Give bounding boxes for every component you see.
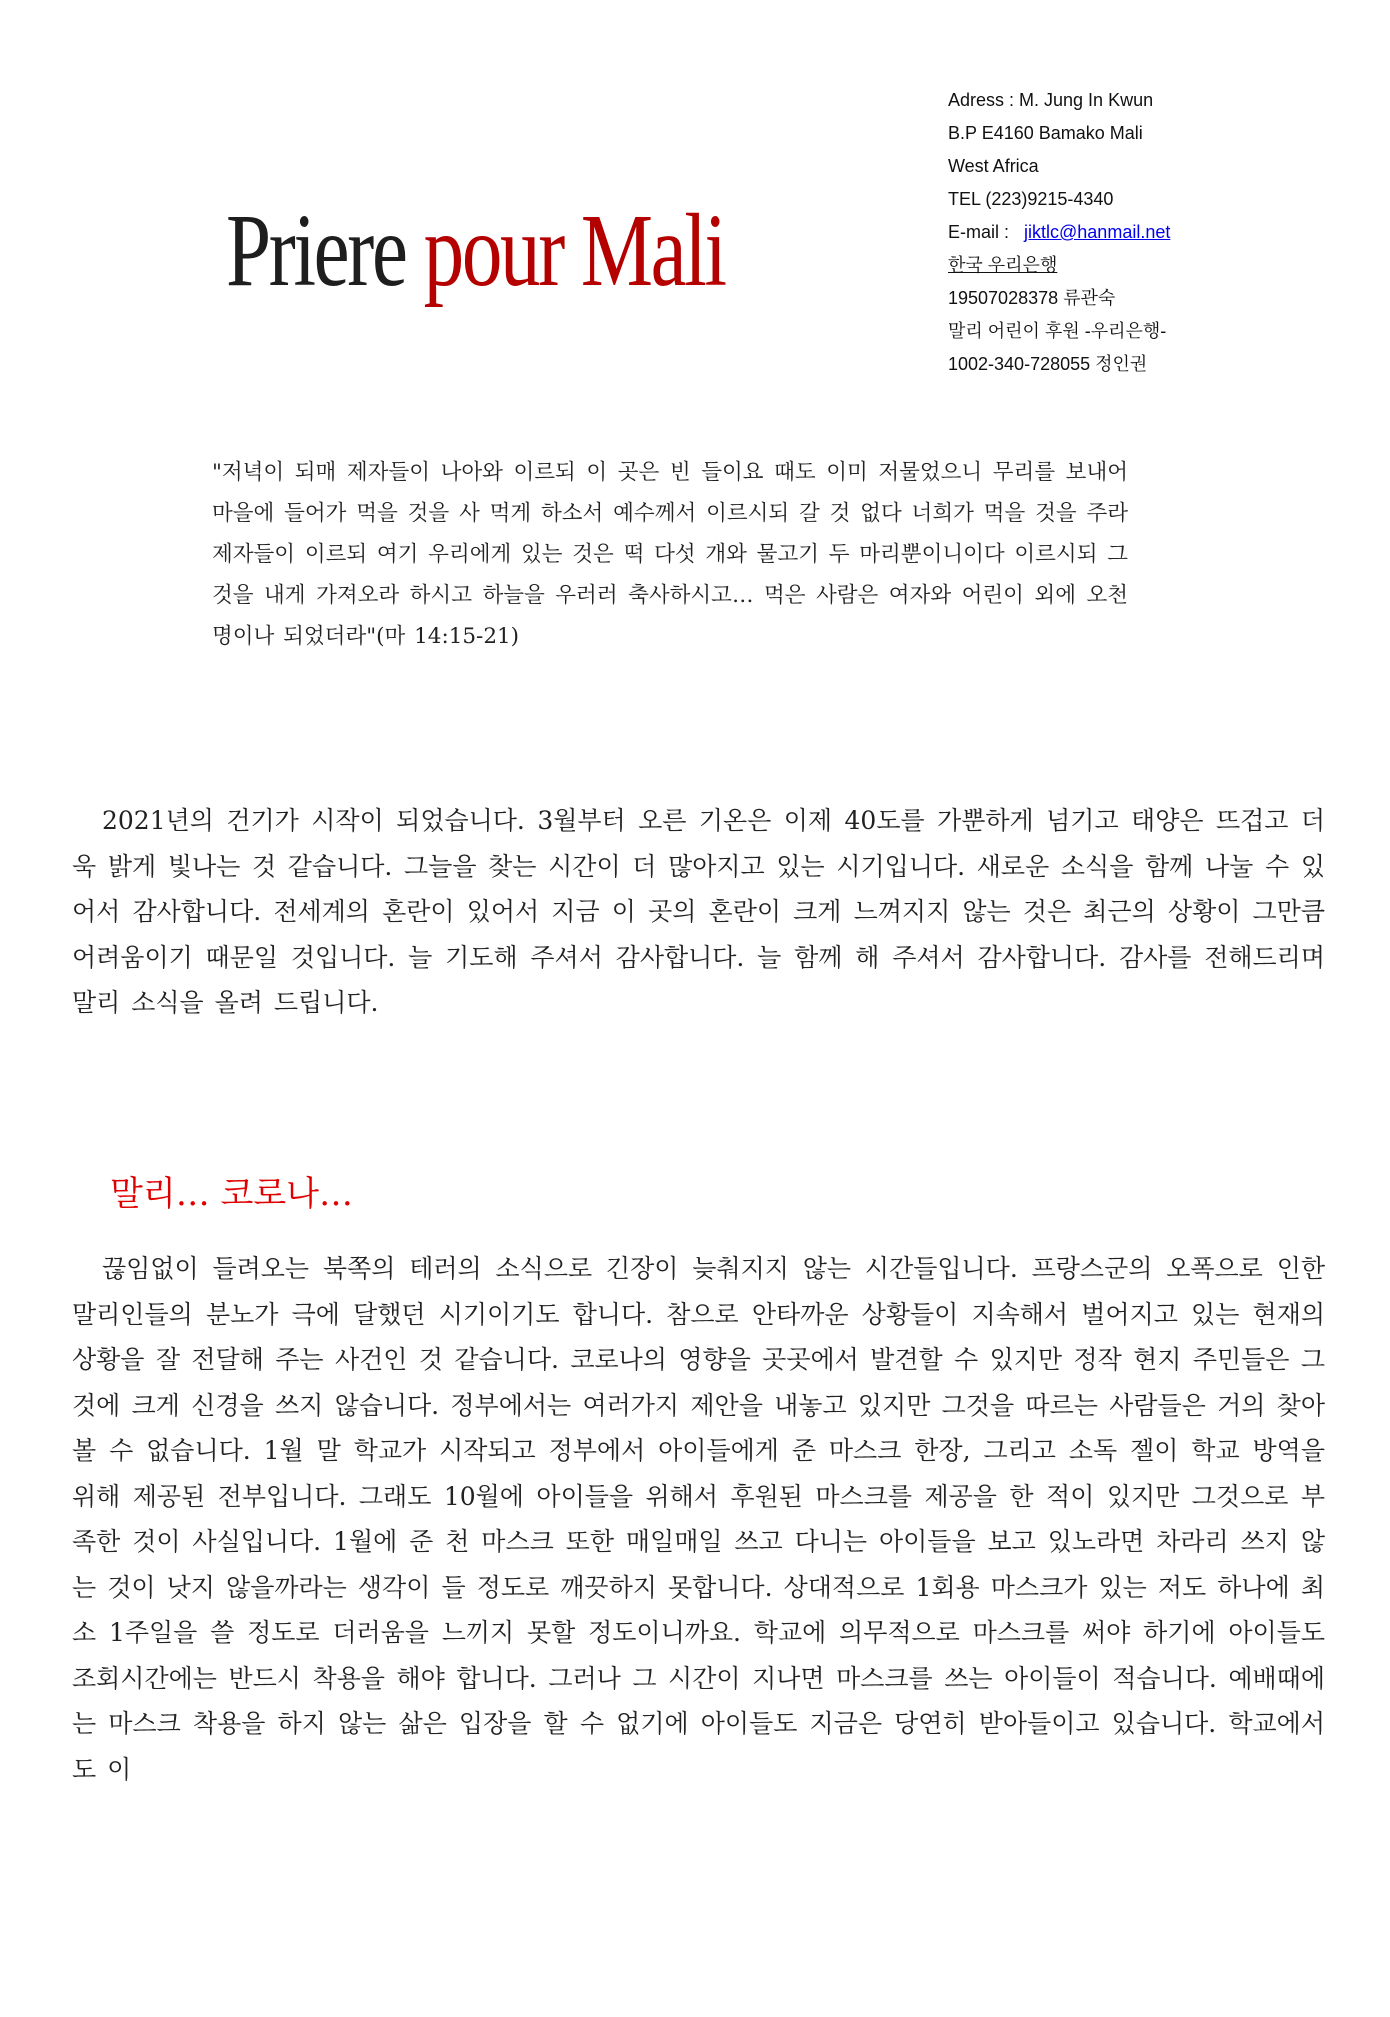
address-po-box: B.P E4160 Bamako Mali — [948, 123, 1143, 143]
bank1-name: 한국 우리은행 — [948, 255, 1058, 275]
title-pour-mali: pour Mali — [423, 193, 725, 308]
bank1-account: 19507028378 류관숙 — [948, 288, 1116, 308]
newsletter-title — [226, 193, 725, 308]
title-priere: Priere — [226, 193, 406, 308]
bank2-name: 말리 어린이 후원 -우리은행- — [948, 321, 1167, 341]
scripture-quote: "저녁이 되매 제자들이 나아와 이르되 이 곳은 빈 들이요 때도 이미 저물었으니 무리를 보내어 마을에 들어가 먹을 것을 사 먹게 하소서 예수께서 이르시되 갈 것 없다 너희가 먹을 것을 주라 제자들이 이르되 여기 우리에게 있는 것은 떡 다섯 개와 물고기 두 마리뿐이니이다 이르시되 그것을 내게 가져오라 하시고 하늘을 우러러 축사하시고… 먹은 사람은 여자와 어린이 외에 오천명이나 되었더라"(마 14:15-21) — [212, 460, 1128, 649]
corona-paragraph: 끊임없이 들려오는 북쪽의 테러의 소식으로 긴장이 늦춰지지 않는 시간들입니다. 프랑스군의 오폭으로 인한 말리인들의 분노가 극에 달했던 시기이기도 합니다. 참으로 안타까운 상황들이 지속해서 벌어지고 있는 현재의 상황을 잘 전달해 주는 사건인 것 같습니다. 코로나의 영향을 곳곳에서 발견할 수 있지만 정작 현지 주민들은 그것에 크게 신경을 쓰지 않습니다. 정부에서는 여러가지 제안을 내놓고 있지만 그것을 따르는 사람들은 거의 찾아볼 수 없습니다. 1월 말 학교가 시작되고 정부에서 아이들에게 준 마스크 한장, 그리고 소독 젤이 학교 방역을 위해 제공된 전부입니다. 그래도 10월에 아이들을 위해서 후원된 마스크를 제공을 한 적이 있지만 그것으로 부족한 것이 사실입니다. 1월에 준 천 마스크 또한 매일매일 쓰고 다니는 아이들을 보고 있노라면 차라리 쓰지 않는 것이 낫지 않을까라는 생각이 들 정도로 깨끗하지 못합니다. 상대적으로 1회용 마스크가 있는 저도 하나에 최소 1주일을 쓸 정도로 더러움을 느끼지 못할 정도이니까요. 학교에 의무적으로 마스크를 써야 하기에 아이들도 조회시간에는 반드시 착용을 해야 합니다. 그러나 그 시간이 지나면 마스크를 쓰는 아이들이 적습니다. 예배때에는 마스크 착용을 하지 않는 삶은 입장을 할 수 없기에 아이들도 지금은 당연히 받아들이고 있습니다. 학교에서도 이 — [72, 1254, 1325, 1784]
address-email-row — [948, 216, 1170, 249]
address-region: West Africa — [948, 156, 1039, 176]
intro-paragraph: 2021년의 건기가 시작이 되었습니다. 3월부터 오른 기온은 이제 40도를 가뿐하게 넘기고 태양은 뜨겁고 더욱 밝게 빛나는 것 같습니다. 그늘을 찾는 시간이 더 많아지고 있는 시기입니다. 새로운 소식을 함께 나눌 수 있어서 감사합니다. 전세계의 혼란이 있어서 지금 이 곳의 혼란이 크게 느껴지지 않는 것은 최근의 상황이 그만큼 어려움이기 때문일 것입니다. 늘 기도해 주셔서 감사합니다. 늘 함께 해 주셔서 감사합니다. 감사를 전해드리며 말리 소식을 올려 드립니다. — [72, 806, 1325, 1017]
section-heading-mali-corona: 말리… 코로나… — [110, 1174, 354, 1214]
bank2-account: 1002-340-728055 정인권 — [948, 354, 1148, 374]
email-link[interactable]: jiktlc@hanmail.net — [1024, 222, 1171, 242]
address-phone: TEL (223)9215-4340 — [948, 189, 1114, 209]
email-label: E-mail : — [948, 222, 1025, 242]
contact-address-block — [948, 84, 1170, 381]
address-name: Adress : M. Jung In Kwun — [948, 90, 1154, 110]
